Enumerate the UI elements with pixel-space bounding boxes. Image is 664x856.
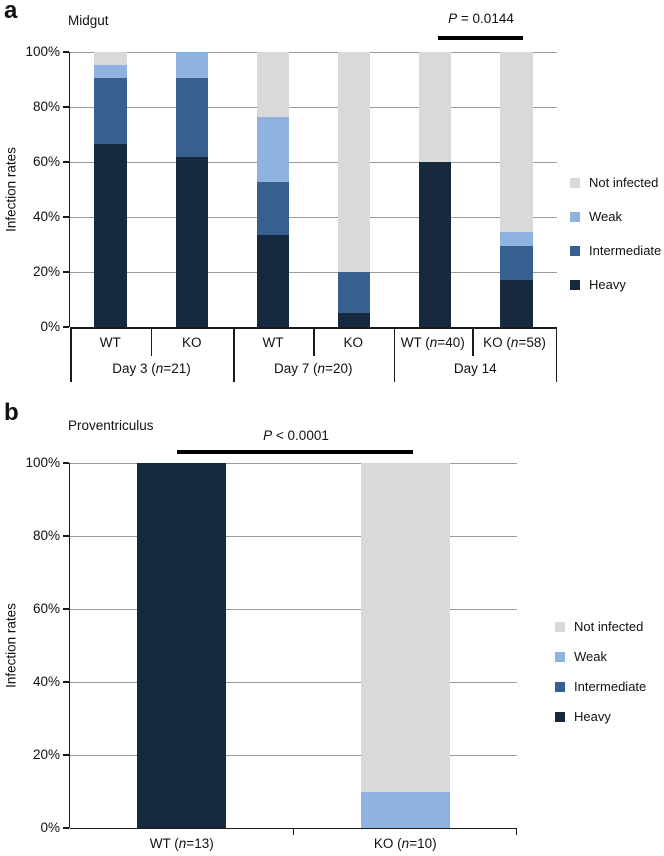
y-axis-tick	[63, 681, 69, 683]
table-cell-divider	[472, 327, 474, 356]
panel-a-legend	[570, 176, 661, 291]
legend-item	[570, 210, 661, 223]
genotype-label: WT	[262, 335, 284, 350]
y-tick-label: 100%	[25, 455, 60, 470]
legend-label: Heavy	[589, 277, 626, 292]
bar-segment-weak	[257, 117, 289, 182]
bar-segment-heavy	[500, 280, 532, 327]
gridline-100	[70, 52, 557, 53]
legend-item	[555, 620, 646, 633]
y-axis-tick	[63, 51, 69, 53]
panel-b-label: b	[4, 399, 19, 426]
bar-segment-weak	[176, 52, 208, 78]
legend-label: Weak	[574, 649, 607, 664]
panel-b-pvalue	[263, 428, 329, 443]
y-axis-tick	[63, 827, 69, 829]
legend-item	[555, 680, 646, 693]
table-cell-divider	[151, 327, 153, 356]
genotype-label: WT (n=40)	[400, 335, 465, 350]
y-tick-label: 100%	[25, 44, 60, 59]
bar-segment-heavy	[176, 157, 208, 327]
bar-segment-heavy	[419, 162, 451, 327]
legend-item	[570, 244, 661, 257]
y-tick-label: 60%	[32, 601, 60, 616]
panel-b-title: Proventriculus	[68, 418, 154, 433]
y-axis-tick	[63, 754, 69, 756]
table-group-divider	[70, 327, 72, 382]
y-axis-line	[69, 52, 71, 327]
legend-swatch-intermediate	[570, 246, 580, 256]
gridline-20	[70, 272, 557, 273]
y-tick-label: 80%	[32, 528, 60, 543]
bar-segment-weak	[500, 232, 532, 246]
panel-a-x-axis-table	[70, 327, 557, 382]
gridline-40	[70, 217, 557, 218]
genotype-label: WT	[99, 335, 121, 350]
pvalue-p-symbol: P	[263, 428, 273, 443]
y-axis-tick	[63, 161, 69, 163]
day-group-label: Day 7 (n=20)	[274, 361, 353, 376]
x-category-label: WT (n=13)	[149, 836, 214, 851]
bar-segment-intermediate	[500, 246, 532, 279]
legend-label: Intermediate	[574, 679, 647, 694]
legend-swatch-not_infected	[555, 622, 565, 632]
legend-swatch-intermediate	[555, 682, 565, 692]
day-group-label: Day 14	[453, 361, 497, 376]
y-tick-label: 0%	[40, 820, 60, 835]
x-axis-tick	[293, 829, 295, 835]
legend-label: Weak	[589, 209, 622, 224]
pvalue-p-symbol: P	[448, 11, 458, 26]
bar-segment-heavy	[94, 144, 126, 327]
legend-swatch-weak	[570, 212, 580, 222]
gridline-80	[70, 107, 557, 108]
panel-a-pvalue	[448, 11, 514, 26]
bar-segment-intermediate	[176, 78, 208, 157]
y-tick-label: 40%	[32, 674, 60, 689]
legend-label: Not infected	[589, 175, 659, 190]
panel-a-title: Midgut	[68, 13, 109, 28]
y-axis-line	[69, 463, 71, 828]
bar-segment-not_infected	[257, 52, 289, 117]
pvalue-text: < 0.0001	[272, 428, 329, 443]
y-axis-tick	[63, 216, 69, 218]
bar-segment-intermediate	[94, 78, 126, 143]
pvalue-text: = 0.0144	[457, 11, 514, 26]
y-tick-label: 80%	[32, 99, 60, 114]
bar-segment-weak	[361, 792, 450, 829]
bar-segment-weak	[94, 65, 126, 78]
genotype-label: KO (n=58)	[483, 335, 546, 350]
legend-item	[555, 650, 646, 663]
table-group-divider	[233, 327, 235, 382]
legend-label: Intermediate	[589, 243, 662, 258]
legend-swatch-heavy	[570, 280, 580, 290]
x-category-label: KO (n=10)	[373, 836, 437, 851]
legend-swatch-weak	[555, 652, 565, 662]
legend-swatch-heavy	[555, 712, 565, 722]
table-group-divider	[556, 327, 558, 382]
panel-b-legend	[555, 620, 646, 723]
bar-segment-heavy	[338, 313, 370, 327]
panel-a-significance-line	[438, 36, 523, 40]
legend-item	[555, 710, 646, 723]
bar-segment-not_infected	[361, 463, 450, 792]
genotype-label: KO	[181, 335, 202, 350]
panel-b-plot-area	[25, 455, 517, 851]
gridline-60	[70, 162, 557, 163]
y-axis-tick	[63, 535, 69, 537]
panel-a-y-axis-title: Infection rates	[3, 147, 19, 232]
y-axis-tick	[63, 106, 69, 108]
y-axis-tick	[63, 608, 69, 610]
legend-label: Heavy	[574, 709, 611, 724]
table-group-divider	[394, 327, 396, 382]
bar-segment-not_infected	[419, 52, 451, 162]
y-tick-label: 60%	[32, 154, 60, 169]
bar-segment-not_infected	[338, 52, 370, 272]
bar-segment-not_infected	[94, 52, 126, 65]
bar-segment-heavy	[257, 235, 289, 327]
legend-label: Not infected	[574, 619, 644, 634]
day-group-label: Day 3 (n=21)	[112, 361, 191, 376]
bar-segment-intermediate	[257, 182, 289, 235]
y-tick-label: 40%	[32, 209, 60, 224]
y-tick-label: 0%	[40, 319, 60, 334]
bar-segment-intermediate	[338, 272, 370, 313]
bar-segment-not_infected	[500, 52, 532, 232]
legend-item	[570, 176, 661, 189]
panel-a-plot-area	[25, 44, 557, 334]
genotype-label: KO	[343, 335, 364, 350]
y-tick-label: 20%	[32, 264, 60, 279]
panel-a-label: a	[4, 0, 18, 24]
table-cell-divider	[313, 327, 315, 356]
y-axis-tick	[63, 462, 69, 464]
panel-b-significance-line	[177, 450, 413, 454]
x-axis-tick	[516, 829, 518, 835]
legend-item	[570, 278, 661, 291]
y-axis-tick	[63, 326, 69, 328]
y-tick-label: 20%	[32, 747, 60, 762]
bar-segment-heavy	[137, 463, 226, 828]
panel-b-y-axis-title: Infection rates	[3, 603, 19, 688]
y-axis-tick	[63, 271, 69, 273]
legend-swatch-not_infected	[570, 178, 580, 188]
